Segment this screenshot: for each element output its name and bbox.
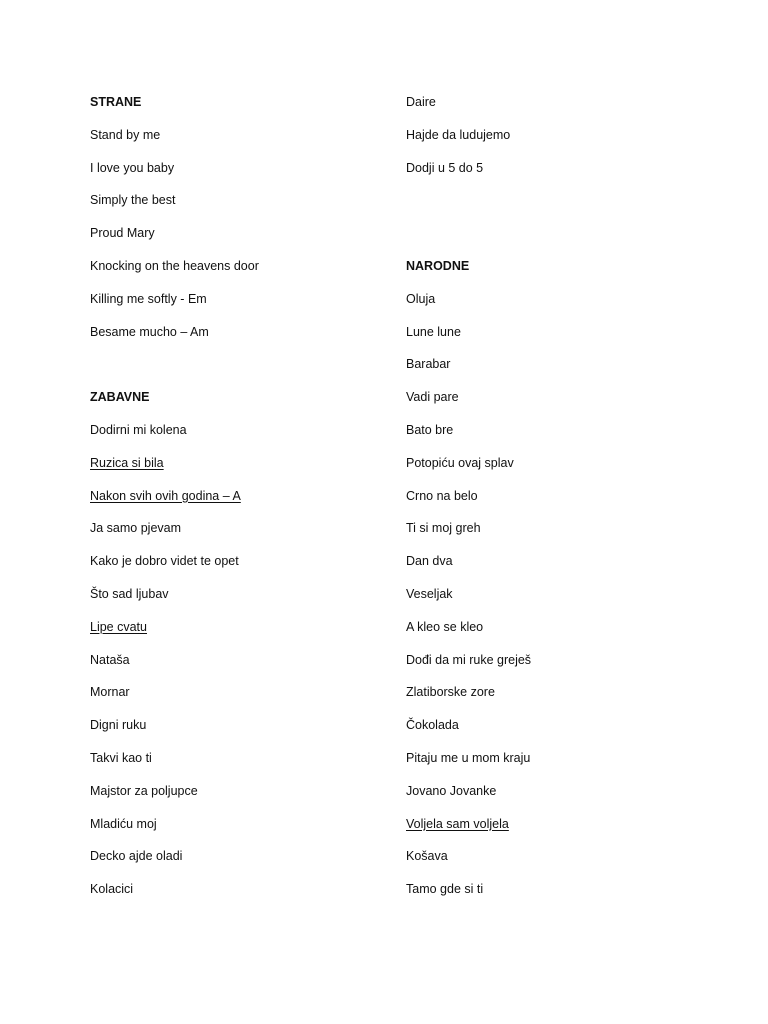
song-item: Jovano Jovanke: [406, 783, 497, 798]
song-item: Digni ruku: [90, 718, 147, 733]
song-item: Dodji u 5 do 5: [406, 160, 484, 175]
left-column: [90, 93, 390, 913]
song-item: Simply the best: [90, 193, 176, 208]
song-item: Vadi pare: [406, 390, 459, 405]
song-item: Crno na belo: [406, 488, 478, 503]
song-item-underlined: Lipe cvatu: [90, 619, 147, 634]
song-item: Hajde da ludujemo: [406, 127, 511, 142]
blank-line: [406, 224, 706, 257]
song-item: Bato bre: [406, 422, 454, 437]
blank-line: [90, 355, 390, 388]
song-item: I love you baby: [90, 160, 175, 175]
song-item: Majstor za poljupce: [90, 783, 198, 798]
song-item: Ja samo pjevam: [90, 521, 182, 536]
right-column: [406, 93, 706, 913]
song-item: Kako je dobro videt te opet: [90, 554, 239, 569]
song-item-underlined: Voljela sam voljela: [406, 816, 509, 831]
song-item: Killing me softly - Em: [90, 291, 207, 306]
song-item-underlined: Nakon svih ovih godina – A: [90, 488, 241, 503]
song-item: [90, 454, 390, 487]
song-item: Dan dva: [406, 554, 453, 569]
section-heading-narodne: NARODNE: [406, 258, 470, 273]
song-item: Lune lune: [406, 324, 461, 339]
song-item: Što sad ljubav: [90, 586, 169, 601]
song-item: Zlatiborske zore: [406, 685, 495, 700]
song-item: A kleo se kleo: [406, 619, 484, 634]
song-item: [90, 487, 390, 520]
section-heading-zabavne: ZABAVNE: [90, 390, 150, 405]
song-item: Besame mucho – Am: [90, 324, 209, 339]
song-item: Tamo gde si ti: [406, 882, 484, 897]
song-item: [90, 618, 390, 651]
song-item: Ti si moj greh: [406, 521, 481, 536]
song-item: Dođi da mi ruke greješ: [406, 652, 532, 667]
song-item: [406, 815, 706, 848]
song-item: Oluja: [406, 291, 436, 306]
song-item: Kolacici: [90, 882, 134, 897]
song-item: Stand by me: [90, 127, 161, 142]
blank-line: [406, 191, 706, 224]
song-item: Barabar: [406, 357, 451, 372]
song-item: Mornar: [90, 685, 130, 700]
song-item: Veseljak: [406, 586, 453, 601]
song-item: Takvi kao ti: [90, 750, 152, 765]
song-item: Nataša: [90, 652, 130, 667]
song-item: Knocking on the heavens door: [90, 258, 259, 273]
song-item: Pitaju me u mom kraju: [406, 750, 531, 765]
song-item: Proud Mary: [90, 226, 155, 241]
song-item: Decko ajde oladi: [90, 849, 183, 864]
song-item-underlined: Ruzica si bila: [90, 455, 164, 470]
song-item: Čokolada: [406, 718, 459, 733]
song-item: Košava: [406, 849, 448, 864]
song-item: Potopiću ovaj splav: [406, 455, 514, 470]
section-heading-strane: STRANE: [90, 95, 142, 109]
song-item: Mladiću moj: [90, 816, 157, 831]
song-item: Dodirni mi kolena: [90, 422, 187, 437]
song-item: Daire: [406, 95, 436, 109]
